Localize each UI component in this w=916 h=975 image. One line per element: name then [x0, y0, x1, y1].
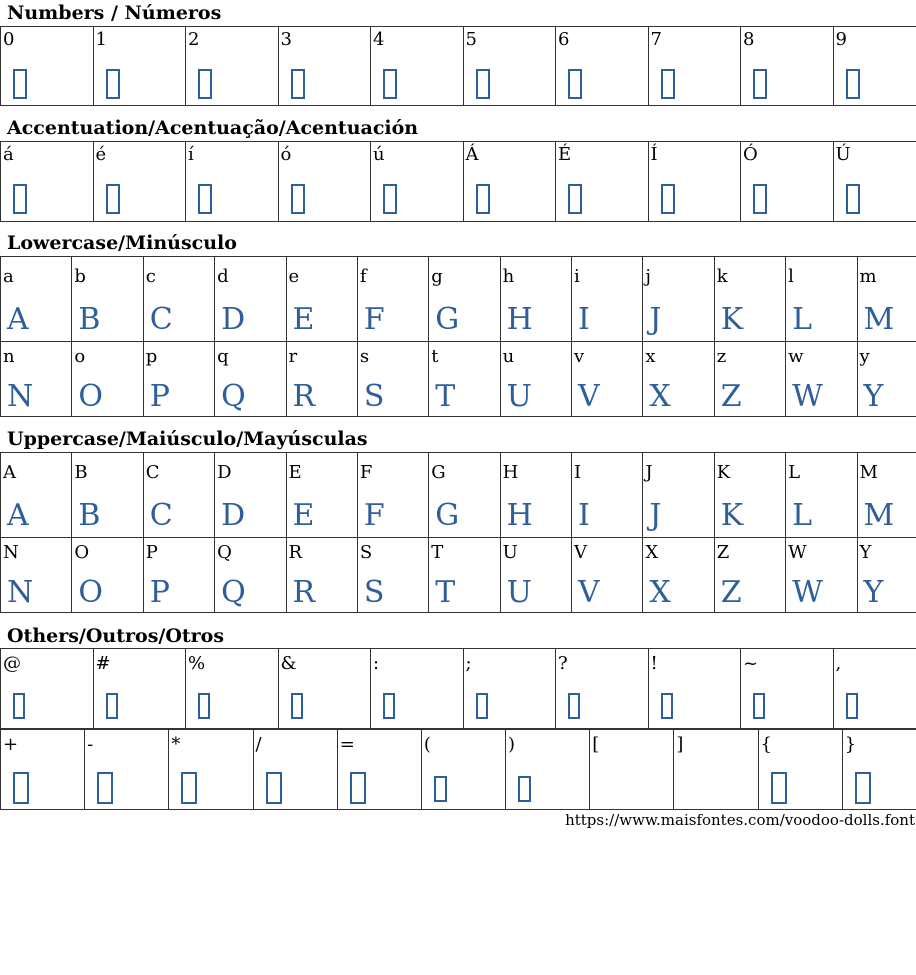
char-label: s [359, 346, 370, 367]
glyph-cell [842, 730, 916, 810]
char-label: P [145, 542, 158, 563]
char-label: r [288, 346, 298, 367]
char-label: í [188, 144, 194, 165]
char-label: ó [280, 144, 292, 165]
char-label: # [95, 653, 111, 674]
char-label: q [217, 346, 229, 367]
missing-glyph-icon [13, 772, 29, 807]
glyph-sample: V [578, 379, 600, 414]
glyph-sample: F [363, 498, 385, 533]
missing-glyph-icon [291, 69, 305, 102]
glyph-sample: P [149, 379, 170, 414]
char-label: 2 [188, 29, 200, 50]
char-label: { [760, 734, 772, 755]
missing-glyph-icon [846, 184, 860, 217]
glyph-cell [758, 730, 842, 810]
glyph-cell [572, 342, 643, 417]
char-label: e [288, 266, 300, 287]
glyph-cell [371, 142, 464, 222]
others-title: Others/Outros/Otros [7, 625, 225, 647]
glyph-cell [648, 27, 741, 106]
missing-glyph-icon [198, 69, 212, 102]
glyph-sample: T [435, 379, 456, 414]
missing-glyph-icon [291, 693, 303, 722]
char-label: n [3, 346, 15, 367]
glyph-cell [186, 649, 279, 729]
others-grid-row1 [0, 648, 916, 729]
glyph-sample: W [792, 575, 823, 610]
missing-glyph-icon [13, 693, 25, 722]
char-label: * [171, 734, 181, 755]
glyph-sample: E [292, 498, 315, 533]
glyph-cell [500, 538, 571, 613]
glyph-sample: D [221, 302, 246, 337]
missing-glyph-icon [291, 184, 305, 217]
missing-glyph-icon [106, 184, 120, 217]
glyph-cell [93, 649, 186, 729]
glyph-sample: F [363, 302, 385, 337]
glyph-sample: Y [863, 575, 884, 610]
char-label: R [288, 542, 303, 563]
char-label: 8 [743, 29, 755, 50]
glyph-cell [93, 27, 186, 106]
glyph-cell [572, 257, 643, 342]
glyph-cell [572, 538, 643, 613]
missing-glyph-icon [846, 69, 860, 102]
glyph-cell [643, 257, 714, 342]
glyph-cell [143, 453, 214, 538]
char-label: I [574, 462, 582, 483]
glyph-cell [786, 342, 857, 417]
char-label: A [3, 462, 16, 483]
missing-glyph-icon [753, 184, 767, 217]
lowercase-title: Lowercase/Minúsculo [7, 232, 237, 254]
glyph-cell [286, 538, 357, 613]
glyph-cell [500, 453, 571, 538]
char-label: V [574, 542, 587, 563]
char-label: ! [650, 653, 658, 674]
char-label: - [87, 734, 94, 755]
glyph-sample: E [292, 302, 315, 337]
missing-glyph-icon [476, 69, 490, 102]
glyph-sample: R [292, 379, 316, 414]
glyph-cell [857, 342, 916, 417]
char-label: : [373, 653, 380, 674]
glyph-sample: P [149, 575, 170, 610]
glyph-cell [674, 730, 758, 810]
glyph-cell [648, 649, 741, 729]
glyph-sample: M [863, 302, 895, 337]
glyph-cell [85, 730, 169, 810]
char-label: Q [217, 542, 232, 563]
glyph-cell [1, 257, 72, 342]
glyph-sample: N [7, 379, 34, 414]
char-label: 4 [373, 29, 385, 50]
char-label: f [359, 266, 367, 287]
glyph-sample: S [363, 575, 385, 610]
glyph-sample: Q [221, 379, 246, 414]
char-label: ? [558, 653, 568, 674]
grid-row [1, 730, 916, 810]
char-label: Z [716, 542, 730, 563]
char-label: v [574, 346, 585, 367]
char-label: O [74, 542, 90, 563]
glyph-cell [857, 538, 916, 613]
missing-glyph-icon [661, 184, 675, 217]
glyph-cell [1, 730, 85, 810]
char-label: K [716, 462, 731, 483]
glyph-cell [421, 730, 505, 810]
glyph-cell [1, 342, 72, 417]
numbers-title: Numbers / Números [7, 2, 222, 24]
char-label: M [859, 462, 878, 483]
char-label: T [431, 542, 444, 563]
char-label: L [788, 462, 801, 483]
glyph-cell [337, 730, 421, 810]
char-label: B [74, 462, 88, 483]
glyph-sample: B [78, 302, 101, 337]
glyph-cell [506, 730, 590, 810]
glyph-sample: H [506, 302, 533, 337]
glyph-sample: B [78, 498, 101, 533]
char-label: X [645, 542, 659, 563]
glyph-cell [714, 538, 785, 613]
glyph-cell [72, 538, 143, 613]
char-label: F [359, 462, 373, 483]
glyph-cell [556, 142, 649, 222]
missing-glyph-icon [13, 69, 27, 102]
char-label: } [844, 734, 857, 755]
char-label: 6 [558, 29, 570, 50]
glyph-sample: H [506, 498, 533, 533]
glyph-cell [169, 730, 253, 810]
glyph-sample: S [363, 379, 385, 414]
glyph-sample: D [221, 498, 246, 533]
char-label: Ó [743, 144, 758, 165]
glyph-sample: G [435, 498, 460, 533]
grid-row [1, 453, 916, 538]
char-label: b [74, 266, 86, 287]
char-label: S [359, 542, 373, 563]
char-label: + [3, 734, 19, 755]
char-label: N [3, 542, 19, 563]
uppercase-grid [0, 452, 916, 613]
glyph-cell [143, 342, 214, 417]
missing-glyph-icon [753, 69, 767, 102]
missing-glyph-icon [568, 693, 580, 722]
glyph-cell [643, 342, 714, 417]
char-label: c [145, 266, 156, 287]
char-label: / [255, 734, 262, 755]
glyph-cell [286, 257, 357, 342]
glyph-cell [1, 142, 94, 222]
char-label: ( [423, 734, 431, 755]
char-label: U [502, 542, 518, 563]
glyph-sample: U [506, 575, 532, 610]
glyph-cell [278, 27, 371, 106]
grid-row [1, 649, 916, 729]
glyph-cell [278, 142, 371, 222]
char-label: l [788, 266, 794, 287]
missing-glyph-icon [266, 772, 282, 807]
grid-row [1, 342, 916, 417]
char-label: j [645, 266, 651, 287]
grid-row [1, 538, 916, 613]
glyph-sample: L [792, 498, 813, 533]
char-label: 5 [465, 29, 477, 50]
glyph-sample: X [649, 575, 671, 610]
glyph-cell [186, 27, 279, 106]
char-label: C [145, 462, 160, 483]
glyph-sample: T [435, 575, 456, 610]
char-label: x [645, 346, 656, 367]
glyph-sample: W [792, 379, 823, 414]
missing-glyph-icon [106, 69, 120, 102]
glyph-cell [253, 730, 337, 810]
char-label: p [145, 346, 158, 367]
glyph-cell [833, 142, 916, 222]
char-label: D [217, 462, 232, 483]
missing-glyph-icon [661, 69, 675, 102]
glyph-cell [215, 538, 286, 613]
glyph-cell [429, 342, 500, 417]
glyph-cell [643, 538, 714, 613]
char-label: W [788, 542, 807, 563]
char-label: ) [508, 734, 516, 755]
missing-glyph-icon [476, 693, 488, 722]
char-label: ~ [743, 653, 759, 674]
missing-glyph-icon [13, 184, 27, 217]
glyph-cell [93, 142, 186, 222]
glyph-cell [786, 538, 857, 613]
glyph-sample: V [578, 575, 600, 610]
glyph-sample: X [649, 379, 671, 414]
glyph-cell [857, 453, 916, 538]
char-label: 0 [3, 29, 15, 50]
missing-glyph-icon [383, 69, 397, 102]
glyph-sample: U [506, 379, 532, 414]
glyph-cell [556, 27, 649, 106]
glyph-sample: M [863, 498, 895, 533]
glyph-cell [286, 342, 357, 417]
missing-glyph-icon [661, 693, 673, 722]
glyph-cell [215, 342, 286, 417]
glyph-cell [463, 142, 556, 222]
glyph-cell [463, 649, 556, 729]
glyph-cell [500, 257, 571, 342]
glyph-cell [143, 538, 214, 613]
missing-glyph-icon [476, 184, 490, 217]
missing-glyph-icon [568, 184, 582, 217]
missing-glyph-icon [350, 772, 366, 807]
char-label: m [859, 266, 877, 287]
char-label: Ú [835, 144, 851, 165]
missing-glyph-icon [383, 693, 395, 722]
char-label: [ [592, 734, 600, 755]
char-label: u [502, 346, 515, 367]
char-label: & [280, 653, 297, 674]
grid-row [1, 27, 916, 106]
glyph-cell [648, 142, 741, 222]
glyph-sample: N [7, 575, 34, 610]
char-label: É [558, 144, 572, 165]
glyph-cell [556, 649, 649, 729]
char-label: H [502, 462, 519, 483]
glyph-cell [786, 453, 857, 538]
char-label: 7 [650, 29, 662, 50]
glyph-sample: I [578, 498, 590, 533]
glyph-cell [500, 342, 571, 417]
char-label: 1 [95, 29, 107, 50]
missing-glyph-icon [846, 693, 858, 722]
grid-row [1, 142, 916, 222]
char-label: ] [676, 734, 684, 755]
char-label: 3 [280, 29, 292, 50]
glyph-sample: Z [720, 575, 742, 610]
glyph-cell [741, 142, 834, 222]
glyph-cell [72, 342, 143, 417]
missing-glyph-icon [568, 69, 582, 102]
char-label: 9 [835, 29, 847, 50]
missing-glyph-icon [97, 772, 113, 807]
glyph-sample: K [720, 498, 744, 533]
glyph-sample: Q [221, 575, 246, 610]
glyph-cell [590, 730, 674, 810]
char-label: y [859, 346, 870, 367]
char-label: d [217, 266, 229, 287]
char-label: á [3, 144, 14, 165]
char-label: t [431, 346, 439, 367]
glyph-cell [857, 257, 916, 342]
glyph-sample: A [7, 302, 29, 337]
glyph-cell [714, 342, 785, 417]
char-label: ; [465, 653, 472, 674]
glyph-cell [371, 649, 464, 729]
glyph-cell [72, 453, 143, 538]
glyph-cell [357, 453, 428, 538]
char-label: G [431, 462, 446, 483]
missing-glyph-icon [855, 772, 871, 807]
char-label: Y [859, 542, 872, 563]
char-label: z [716, 346, 727, 367]
uppercase-title: Uppercase/Maiúsculo/Mayúsculas [7, 428, 368, 450]
char-label: Á [465, 144, 479, 165]
glyph-sample: J [649, 498, 662, 533]
missing-glyph-icon [518, 776, 531, 805]
char-label: w [788, 346, 804, 367]
glyph-sample: Z [720, 379, 742, 414]
glyph-sample: O [78, 379, 103, 414]
glyph-cell [429, 538, 500, 613]
glyph-cell [357, 342, 428, 417]
glyph-cell [1, 538, 72, 613]
missing-glyph-icon [383, 184, 397, 217]
glyph-cell [72, 257, 143, 342]
glyph-cell [714, 453, 785, 538]
lowercase-grid [0, 256, 916, 417]
glyph-cell [833, 27, 916, 106]
glyph-sample: K [720, 302, 744, 337]
glyph-cell [1, 453, 72, 538]
missing-glyph-icon [434, 776, 447, 805]
missing-glyph-icon [198, 693, 210, 722]
glyph-cell [741, 649, 834, 729]
glyph-cell [371, 27, 464, 106]
char-label: = [339, 734, 355, 755]
char-label: J [645, 462, 653, 483]
glyph-sample: Y [863, 379, 884, 414]
char-label: k [716, 266, 728, 287]
char-label: , [835, 653, 842, 674]
glyph-sample: O [78, 575, 103, 610]
glyph-sample: I [578, 302, 590, 337]
glyph-cell [143, 257, 214, 342]
glyph-cell [186, 142, 279, 222]
glyph-sample: C [149, 302, 173, 337]
glyph-sample: G [435, 302, 460, 337]
char-label: i [574, 266, 580, 287]
char-label: o [74, 346, 86, 367]
glyph-cell [833, 649, 916, 729]
char-label: é [95, 144, 107, 165]
char-label: h [502, 266, 515, 287]
glyph-cell [286, 453, 357, 538]
glyph-cell [429, 453, 500, 538]
char-label: ú [373, 144, 385, 165]
glyph-cell [1, 27, 94, 106]
glyph-cell [643, 453, 714, 538]
glyph-sample: R [292, 575, 316, 610]
char-label: % [188, 653, 206, 674]
glyph-sample: C [149, 498, 173, 533]
missing-glyph-icon [106, 693, 118, 722]
glyph-cell [357, 257, 428, 342]
glyph-cell [215, 453, 286, 538]
char-label: Í [650, 144, 658, 165]
missing-glyph-icon [753, 693, 765, 722]
char-label: a [3, 266, 14, 287]
glyph-cell [215, 257, 286, 342]
glyph-cell [572, 453, 643, 538]
source-url: https://www.maisfontes.com/voodoo-dolls.font [565, 811, 915, 829]
glyph-cell [1, 649, 94, 729]
glyph-cell [741, 27, 834, 106]
glyph-cell [714, 257, 785, 342]
char-label: E [288, 462, 302, 483]
glyph-cell [463, 27, 556, 106]
char-label: g [431, 266, 443, 287]
glyph-cell [786, 257, 857, 342]
numbers-grid [0, 26, 916, 106]
glyph-sample: L [792, 302, 813, 337]
glyph-cell [429, 257, 500, 342]
grid-row [1, 257, 916, 342]
missing-glyph-icon [181, 772, 197, 807]
glyph-cell [278, 649, 371, 729]
glyph-cell [357, 538, 428, 613]
others-grid-row2 [0, 729, 916, 810]
glyph-sample: A [7, 498, 29, 533]
accents-grid [0, 141, 916, 222]
char-label: @ [3, 653, 21, 674]
glyph-sample: J [649, 302, 662, 337]
missing-glyph-icon [771, 772, 787, 807]
accents-title: Accentuation/Acentuação/Acentuación [7, 117, 419, 139]
missing-glyph-icon [198, 184, 212, 217]
